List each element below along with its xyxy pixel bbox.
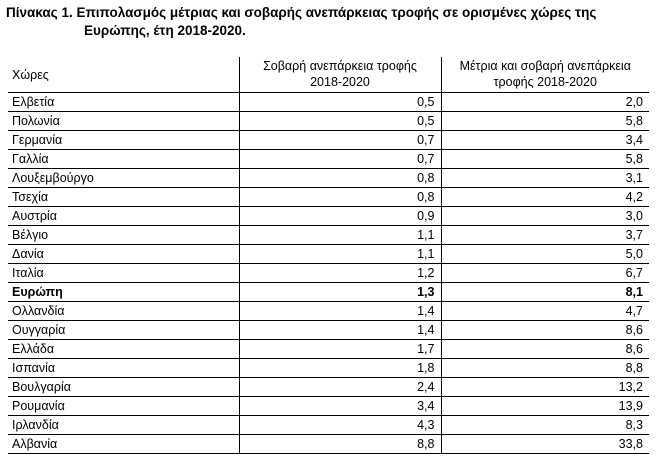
- severe-value-cell: 1,2: [239, 264, 441, 283]
- moderate-severe-value-cell: 8,8: [441, 359, 649, 378]
- moderate-severe-value-cell: 4,2: [441, 188, 649, 207]
- moderate-severe-value-cell: 5,8: [441, 150, 649, 169]
- table-row: [8, 264, 649, 283]
- table-row: [8, 93, 649, 112]
- severe-value-cell: 1,3: [239, 283, 441, 302]
- header-row: [8, 57, 649, 93]
- country-cell: Αλβανία: [8, 435, 239, 454]
- country-cell: Πολωνία: [8, 112, 239, 131]
- table-row: [8, 321, 649, 340]
- table-row: [8, 302, 649, 321]
- moderate-severe-value-cell: 13,9: [441, 397, 649, 416]
- moderate-severe-value-cell: 8,6: [441, 321, 649, 340]
- severe-value-cell: 1,1: [239, 245, 441, 264]
- country-cell: Ουγγαρία: [8, 321, 239, 340]
- table-row: [8, 435, 649, 454]
- severe-value-cell: 0,7: [239, 150, 441, 169]
- moderate-severe-value-cell: 3,4: [441, 131, 649, 150]
- country-cell: Δανία: [8, 245, 239, 264]
- country-cell: Βέλγιο: [8, 226, 239, 245]
- severe-value-cell: 1,8: [239, 359, 441, 378]
- severe-value-cell: 1,4: [239, 302, 441, 321]
- country-cell: Λουξεμβούργο: [8, 169, 239, 188]
- moderate-severe-value-cell: 8,6: [441, 340, 649, 359]
- country-cell: Ευρώπη: [8, 283, 239, 302]
- severe-value-cell: 0,7: [239, 131, 441, 150]
- severe-value-cell: 0,5: [239, 112, 441, 131]
- table-row: [8, 416, 649, 435]
- column-header-moderate-severe: [441, 57, 649, 93]
- food-insecurity-table: [8, 57, 649, 454]
- table-row: [8, 226, 649, 245]
- country-cell: Ολλανδία: [8, 302, 239, 321]
- moderate-severe-value-cell: 33,8: [441, 435, 649, 454]
- severe-value-cell: 2,4: [239, 378, 441, 397]
- severe-value-cell: 1,7: [239, 340, 441, 359]
- column-header-moderate-line-1: Μέτρια και σοβαρή ανεπάρκεια: [459, 59, 631, 73]
- moderate-severe-value-cell: 6,7: [441, 264, 649, 283]
- table-row: [8, 340, 649, 359]
- column-header-moderate-line-2: τροφής 2018-2020: [493, 75, 597, 89]
- table-body: [8, 93, 649, 454]
- moderate-severe-value-cell: 8,1: [441, 283, 649, 302]
- moderate-severe-value-cell: 8,3: [441, 416, 649, 435]
- moderate-severe-value-cell: 3,7: [441, 226, 649, 245]
- column-header-severe-line-2: 2018-2020: [310, 75, 370, 89]
- severe-value-cell: 0,5: [239, 93, 441, 112]
- table-row: [8, 188, 649, 207]
- country-cell: Γερμανία: [8, 131, 239, 150]
- country-cell: Ελλάδα: [8, 340, 239, 359]
- country-cell: Ρουμανία: [8, 397, 239, 416]
- country-cell: Τσεχία: [8, 188, 239, 207]
- table-row: [8, 169, 649, 188]
- moderate-severe-value-cell: 4,7: [441, 302, 649, 321]
- table-row: [8, 378, 649, 397]
- country-cell: Ιταλία: [8, 264, 239, 283]
- severe-value-cell: 1,4: [239, 321, 441, 340]
- severe-value-cell: 1,1: [239, 226, 441, 245]
- caption-line-1: Πίνακας 1. Επιπολασμός μέτριας και σοβαρής ανεπάρκειας τροφής σε ορισμένες χώρες της: [6, 5, 597, 20]
- moderate-severe-value-cell: 5,8: [441, 112, 649, 131]
- table-row: [8, 131, 649, 150]
- severe-value-cell: 4,3: [239, 416, 441, 435]
- column-header-severe: [239, 57, 441, 93]
- moderate-severe-value-cell: 3,1: [441, 169, 649, 188]
- table-row-europe-average: [8, 283, 649, 302]
- moderate-severe-value-cell: 3,0: [441, 207, 649, 226]
- country-cell: Ελβετία: [8, 93, 239, 112]
- caption-line-2: Ευρώπης, έτη 2018-2020.: [84, 23, 246, 38]
- column-header-country: Χώρες: [8, 57, 239, 93]
- severe-value-cell: 8,8: [239, 435, 441, 454]
- severe-value-cell: 0,8: [239, 169, 441, 188]
- table-header: [8, 57, 649, 93]
- country-cell: Ιρλανδία: [8, 416, 239, 435]
- moderate-severe-value-cell: 5,0: [441, 245, 649, 264]
- table-caption: [6, 4, 661, 40]
- table-row: [8, 397, 649, 416]
- country-cell: Ισπανία: [8, 359, 239, 378]
- country-cell: Αυστρία: [8, 207, 239, 226]
- table-row: [8, 359, 649, 378]
- country-cell: Βουλγαρία: [8, 378, 239, 397]
- moderate-severe-value-cell: 2,0: [441, 93, 649, 112]
- severe-value-cell: 0,9: [239, 207, 441, 226]
- table-row: [8, 112, 649, 131]
- table-row: [8, 245, 649, 264]
- table-row: [8, 207, 649, 226]
- table-row: [8, 150, 649, 169]
- column-header-severe-line-1: Σοβαρή ανεπάρκεια τροφής: [263, 59, 417, 73]
- severe-value-cell: 0,8: [239, 188, 441, 207]
- moderate-severe-value-cell: 13,2: [441, 378, 649, 397]
- severe-value-cell: 3,4: [239, 397, 441, 416]
- country-cell: Γαλλία: [8, 150, 239, 169]
